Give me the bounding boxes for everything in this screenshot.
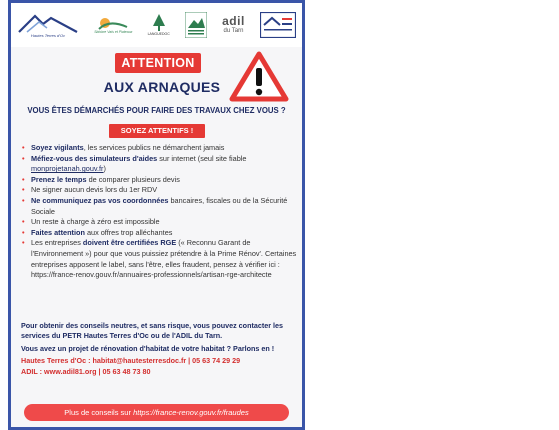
soyez-attentifs-badge: SOYEZ ATTENTIFS ! [109,124,205,138]
question-heading: VOUS ÊTES DÉMARCHÉS POUR FAIRE DES TRAVAUX CHEZ VOUS ? [27,106,286,115]
list-item: • Les entreprises doivent être certifiées RGE (« Reconnu Garant de l'Environnement ») pour que vous puissiez prétendre à la Prime Rénov'. Certaines entreprises apposent le label, sans l'être, elles fraudent, pensez à vérifier ici : https://france-renov.gouv.fr/annuaires-professionnels/artisan-rge-architecte [22,238,297,280]
list-item: • Ne signer aucun devis lors du 1er RDV [22,185,158,195]
adil-sub-text: du Tarn [223,28,244,35]
contact-adil[interactable]: ADIL : www.adil81.org | 05 63 48 73 80 [21,366,151,376]
advice-list [21,143,297,281]
list-item: • Un reste à charge à zéro est impossible [22,217,160,227]
fraudes-link-button[interactable]: Plus de conseils sur https://france-renov.gouv.fr/fraudes [24,404,289,421]
poster-frame [8,0,305,430]
projet-paragraph: Vous avez un projet de rénovation d'habitat de votre habitat ? Parlons en ! [21,343,275,353]
hautes-terres-logo [17,12,79,38]
poster-content [11,3,302,427]
mountain-logo [185,12,207,38]
conseils-paragraph: Pour obtenir des conseils neutres, et sans risque, vous pouvez contacter les services du PETR Hautes Terres d'Oc ou de l'ADIL du Tarn. [21,321,284,341]
adil-text: adil [222,14,245,29]
sidobre-logo [94,15,132,35]
warning-icon [229,51,289,108]
fraudes-link[interactable]: https://france-renov.gouv.fr/fraudes [133,408,249,417]
contact-hautes-terres[interactable]: Hautes Terres d'Oc : habitat@hautesterresdoc.fr | 05 63 74 29 29 [21,356,241,366]
france-renov-logo [260,12,296,38]
list-item: • Méfiez-vous des simulateurs d'aides sur internet (seul site fiable monprojetanah.gouv.fr) [22,153,247,174]
attention-badge: ATTENTION [115,53,201,73]
hautes-terres-text: Hautes Terres d'Oc [30,32,66,38]
list-item: • Prenez le temps de comparer plusieurs devis [22,174,180,184]
list-item: • Ne communiquez pas vos coordonnées bancaires, fiscales ou de la Sécurité Sociale [22,195,288,216]
monprojetanah-link[interactable]: monprojetanah.gouv.fr [31,164,104,174]
tree-logo [148,13,170,37]
sidobre-text: Sidobre Vals et Plateaux [94,30,133,35]
list-item: • Faites attention aux offres trop alléchantes [22,227,173,237]
adil-logo [222,15,245,35]
contact-section [21,321,297,377]
list-item: • Soyez vigilants, les services publics ne démarchent jamais [22,143,225,152]
languedoc-text: LANGUEDOC [147,32,170,37]
page-title: AUX ARNAQUES [103,79,221,95]
logo-strip [11,3,302,47]
